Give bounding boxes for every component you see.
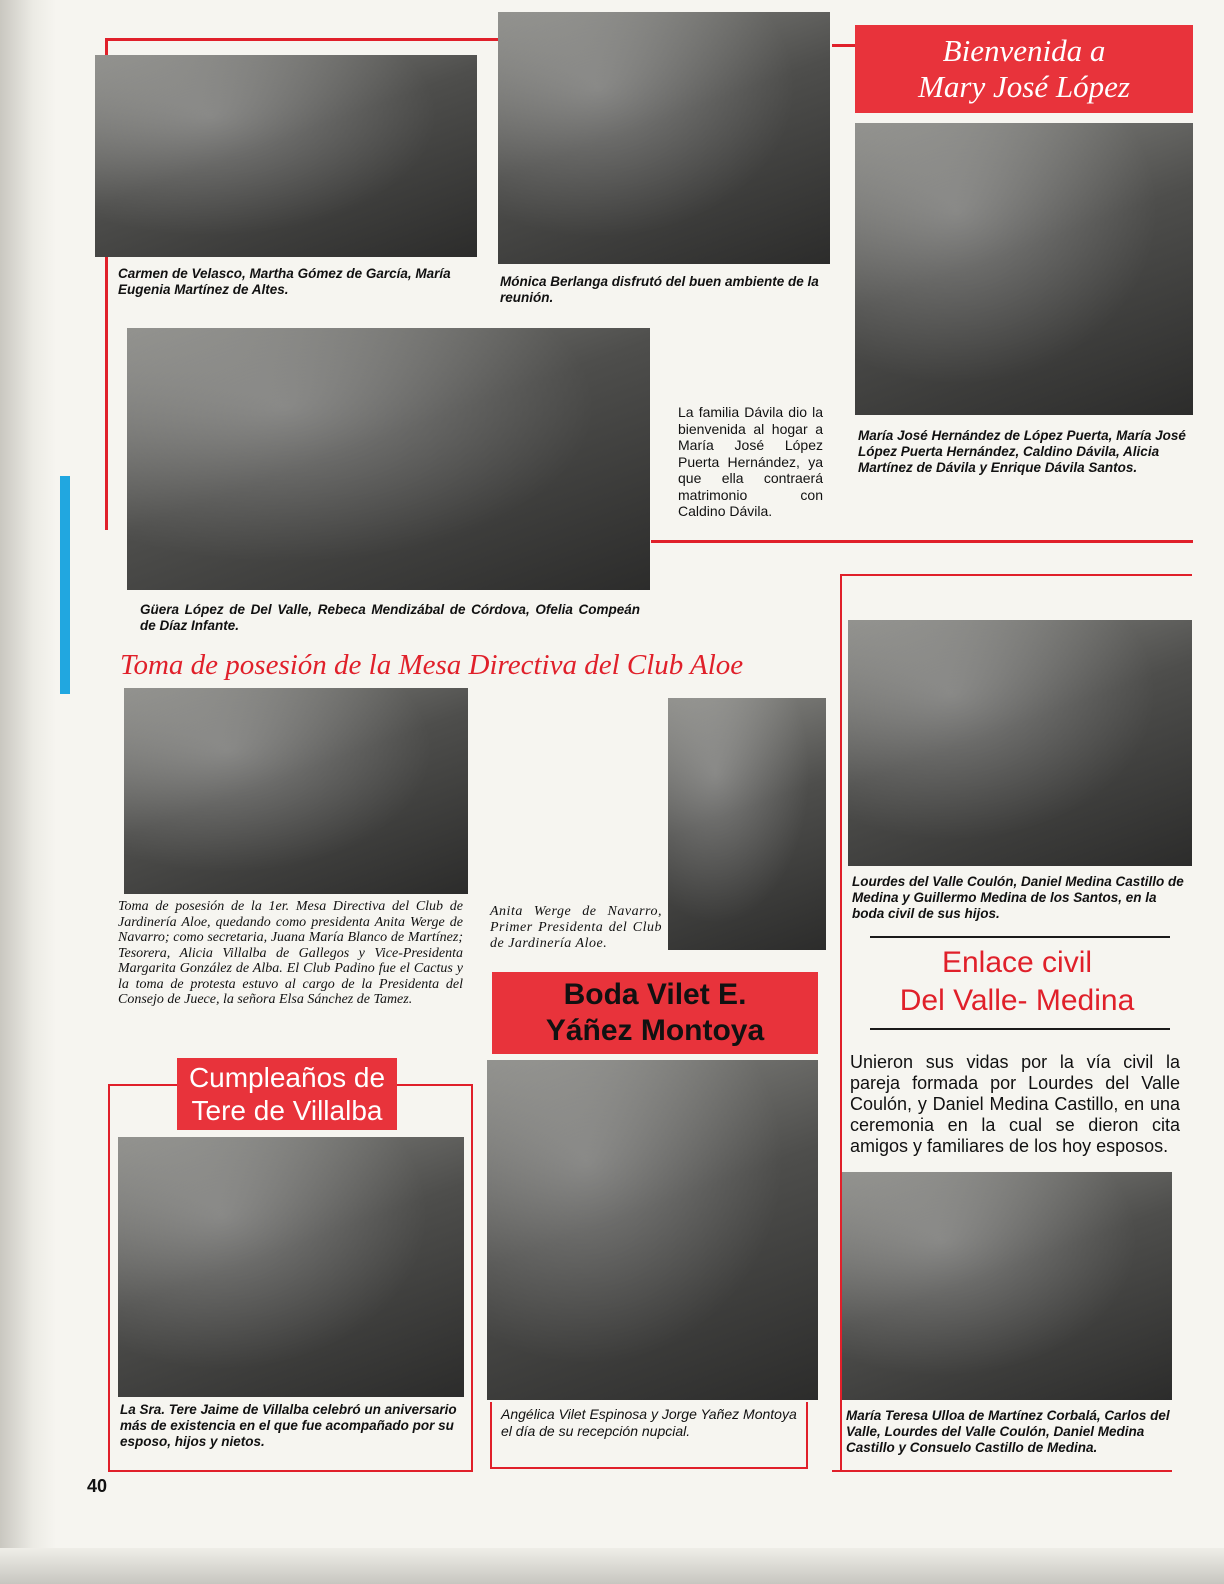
cumpleanos-rule-right: [471, 1084, 473, 1472]
photo-vilet-yanez-couple: [487, 1060, 818, 1400]
caption-villalba-family: La Sra. Tere Jaime de Villalba celebró un aniversario más de existencia en el que fue acompañado por su esposo, hijos y nietos.: [120, 1402, 457, 1449]
enlace-body-text: Unieron sus vidas por la vía civil la pareja formada por Lourdes del Valle Coulón, y Daniel Medina Castillo, en una ceremonia en la cual se dieron cita amigos y familiares de los hoy esposos.: [850, 1052, 1180, 1156]
bienvenida-intro-text: La familia Dávila dio la bienvenida al hogar a María José López Puerta Hernández, ya que ella contraerá matrimonio con Caldino Dávila.: [678, 404, 823, 519]
enlace-title: [862, 944, 1172, 1020]
photo-del-valle-medina-parents: [848, 620, 1192, 866]
cumpleanos-rule-bottom: [108, 1470, 473, 1472]
cyan-margin-tab: [60, 476, 70, 694]
cumpleanos-rule-left: [108, 1084, 110, 1472]
photo-club-aloe-group: [124, 688, 468, 894]
caption-club-aloe-group: Toma de posesión de la 1er. Mesa Directiva del Club de Jardinería Aloe, quedando como presidenta Anita Werge de Navarro; como secretaria, Juana María Blanco de Martínez; Tesorera, Alicia Villalba de Gallegos y Vice-Presidenta Margarita González de Alba. El Club Padino fue el Cactus y la toma de protesta estuvo al cargo de la Presidenta del Consejo de Juece, la señora Elsa Sánchez de Tamez.: [118, 899, 463, 1007]
boda-title-line2: Yáñez Montoya: [545, 1014, 765, 1047]
cumpleanos-title-box: [177, 1058, 397, 1130]
top-frame-rule-right: [832, 44, 856, 47]
enlace-title-line2: Del Valle- Medina: [899, 984, 1135, 1017]
boda-rule-left: [490, 1402, 492, 1468]
cumpleanos-title-line1: Cumpleaños de: [188, 1062, 386, 1093]
bienvenida-title-line1: Bienvenida a: [942, 33, 1106, 68]
page-number: 40: [87, 1476, 108, 1496]
boda-title-box: [492, 972, 818, 1054]
page-binding-edge: [0, 0, 56, 1584]
caption-boda: Angélica Vilet Espinosa y Jorge Yañez Montoya el día de su recepción nupcial.: [501, 1406, 797, 1439]
club-aloe-heading: Toma de posesión de la Mesa Directiva del Club Aloe: [120, 649, 744, 681]
caption-photo-seated: Güera López de Del Valle, Rebeca Mendizábal de Córdova, Ofelia Compeán de Díaz Infante.: [140, 602, 640, 633]
enlace-divider-top: [870, 936, 1170, 938]
bienvenida-title-line2: Mary José López: [918, 69, 1130, 104]
top-frame-rule-bottom: [651, 540, 1193, 543]
photo-three-women-seated: [127, 328, 650, 590]
enlace-title-line1: Enlace civil: [941, 946, 1093, 979]
boda-rule-right: [806, 1402, 808, 1468]
enlace-divider-bottom: [870, 1028, 1170, 1030]
caption-del-valle-medina-ceremony: María Teresa Ulloa de Martínez Corbalá, Carlos del Valle, Lourdes del Valle Coulón, Daniel Medina Castillo y Consuelo Castillo de Medina.: [846, 1408, 1170, 1455]
photo-three-women-table: [95, 55, 477, 257]
photo-del-valle-medina-ceremony: [842, 1172, 1172, 1400]
photo-monica-berlanga: [498, 12, 830, 264]
photo-anita-werge: [668, 698, 826, 950]
page-bottom-edge: [0, 1548, 1224, 1584]
caption-photo-three-women: Carmen de Velasco, Martha Gómez de García, María Eugenia Martínez de Altes.: [118, 266, 451, 297]
enlace-rule-top: [840, 574, 1192, 576]
enlace-rule-bottom: [832, 1470, 1172, 1472]
photo-villalba-family: [118, 1137, 464, 1397]
top-frame-rule-left: [105, 38, 500, 41]
boda-title-line1: Boda Vilet E.: [563, 978, 747, 1011]
boda-rule-bottom: [490, 1467, 808, 1469]
bienvenida-title-box: [855, 25, 1193, 113]
cumpleanos-title-line2: Tere de Villalba: [191, 1095, 383, 1126]
caption-del-valle-medina-parents: Lourdes del Valle Coulón, Daniel Medina Castillo de Medina y Guillermo Medina de los Santos, en la boda civil de sus hijos.: [852, 874, 1184, 921]
caption-photo-family: María José Hernández de López Puerta, María José López Puerta Hernández, Caldino Dávila, Alicia Martínez de Dávila y Enrique Dávila Santos.: [858, 428, 1186, 475]
caption-photo-monica: Mónica Berlanga disfrutó del buen ambiente de la reunión.: [500, 274, 819, 305]
photo-lopez-davila-family: [855, 123, 1193, 415]
caption-anita-werge: Anita Werge de Navarro, Primer Presidenta del Club de Jardinería Aloe.: [490, 904, 662, 951]
